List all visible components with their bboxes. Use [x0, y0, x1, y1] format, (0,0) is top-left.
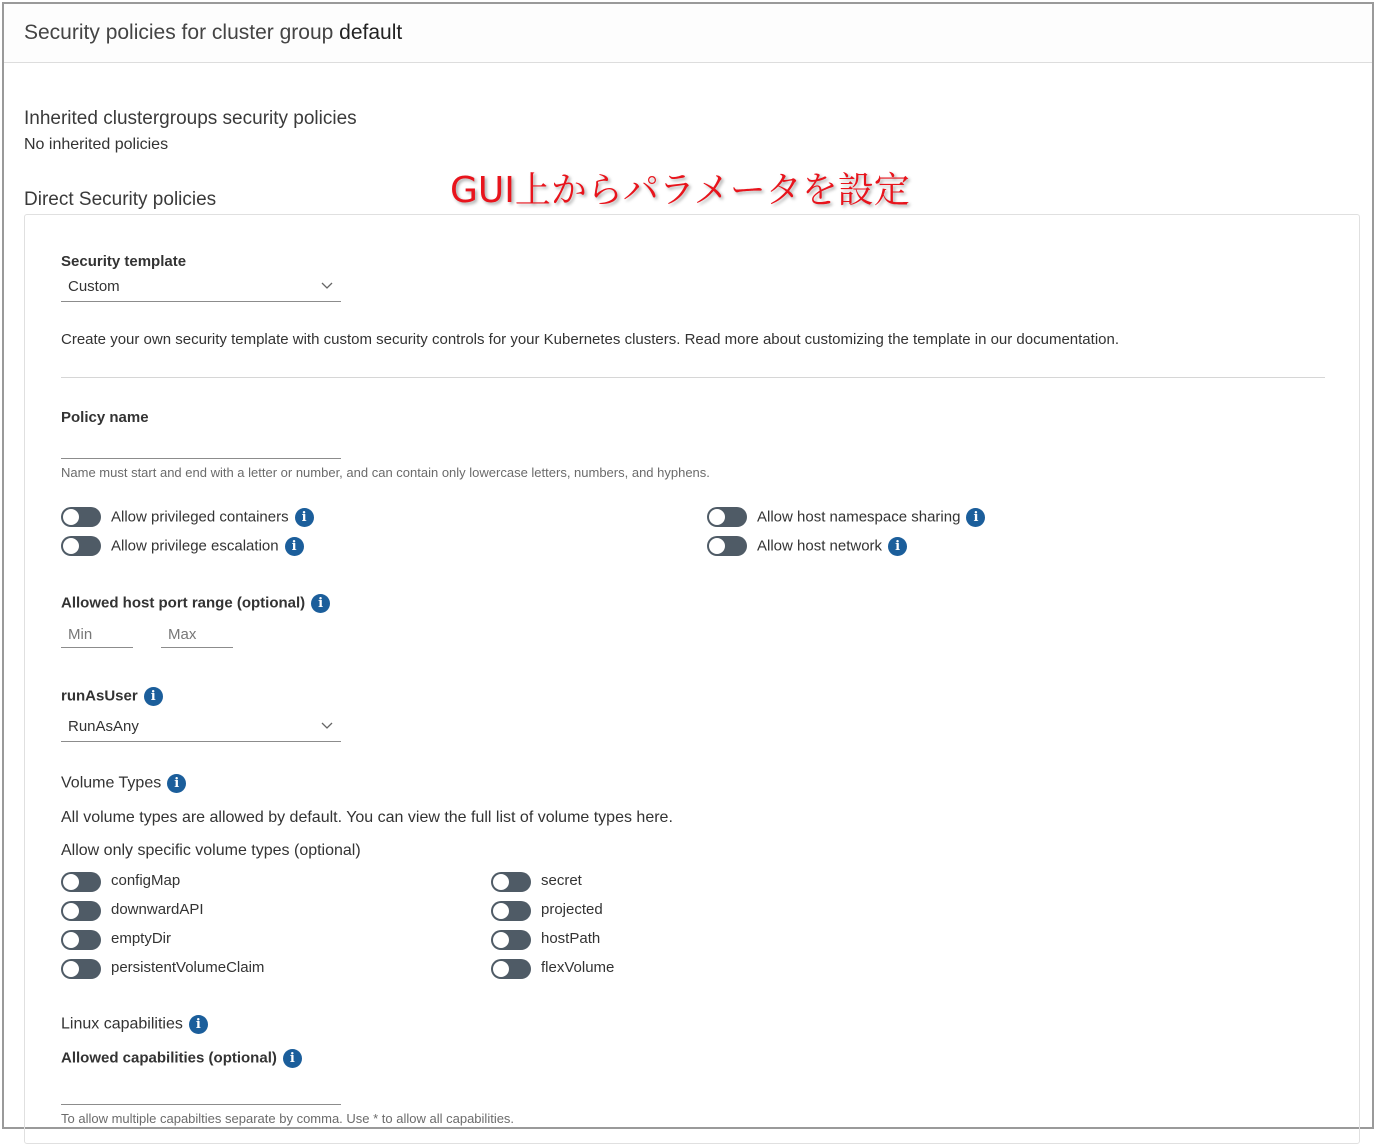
capabilities-hint: To allow multiple capabilties separate by comma. Use * to allow all capabilities. — [61, 1111, 515, 1126]
policy-name-input[interactable] — [61, 433, 341, 459]
policy-name-label: Policy name — [61, 409, 149, 426]
toggle-privilege-escalation[interactable] — [61, 536, 101, 556]
run-as-user-value: RunAsAny — [68, 718, 139, 735]
direct-policies-card — [24, 214, 1360, 1144]
info-icon[interactable]: i — [189, 1015, 208, 1034]
volume-type-label: secret — [541, 872, 582, 889]
info-icon[interactable]: i — [888, 537, 907, 556]
run-as-user-select[interactable] — [61, 716, 341, 742]
host-network-label: Allow host network i — [757, 537, 907, 556]
chevron-down-icon — [321, 719, 333, 731]
volume-type-label: configMap — [111, 872, 181, 889]
toggle-host-network[interactable] — [707, 536, 747, 556]
inherited-section-title: Inherited clustergroups security policies — [24, 108, 357, 129]
info-icon[interactable]: i — [285, 537, 304, 556]
security-template-select[interactable] — [61, 276, 341, 302]
panel-header — [4, 4, 1372, 63]
port-max-placeholder: Max — [168, 626, 197, 643]
security-template-label: Security template — [61, 253, 187, 270]
port-min-placeholder: Min — [68, 626, 93, 643]
toggle-volume-right-1[interactable] — [491, 901, 531, 921]
direct-section-title: Direct Security policies — [24, 189, 217, 210]
page-title: Security policies for cluster group default — [24, 21, 403, 44]
toggle-volume-right-2[interactable] — [491, 930, 531, 950]
cluster-group-name: default — [339, 21, 403, 44]
info-icon[interactable]: i — [144, 687, 163, 706]
volume-types-subtitle: Allow only specific volume types (optional) — [61, 842, 361, 859]
volume-type-label: emptyDir — [111, 930, 172, 947]
toggle-volume-right-0[interactable] — [491, 872, 531, 892]
toggle-volume-left-2[interactable] — [61, 930, 101, 950]
security-policies-panel — [2, 2, 1374, 1129]
toggle-volume-right-3[interactable] — [491, 959, 531, 979]
toggle-volume-left-1[interactable] — [61, 901, 101, 921]
volume-type-label: projected — [541, 901, 603, 918]
template-description: Create your own security template with custom security controls for your Kubernetes clusters. Read more about customizing the template in our documentation. — [61, 331, 1119, 348]
allowed-capabilities-label: Allowed capabilities (optional) i — [61, 1049, 302, 1068]
info-icon[interactable]: i — [283, 1049, 302, 1068]
security-template-value: Custom — [68, 278, 120, 295]
privileged-containers-label: Allow privileged containers i — [111, 508, 314, 527]
annotation-callout: GUI上からパラメータを設定 — [450, 170, 910, 211]
volume-type-label: persistentVolumeClaim — [111, 959, 265, 976]
port-min-input[interactable] — [61, 622, 133, 648]
port-max-input[interactable] — [161, 622, 233, 648]
policy-name-hint: Name must start and end with a letter or number, and can contain only lowercase letters, numbers, and hyphens. — [61, 465, 710, 480]
host-port-range-label: Allowed host port range (optional) i — [61, 594, 330, 613]
host-namespace-sharing-label: Allow host namespace sharing i — [757, 508, 985, 527]
info-icon[interactable]: i — [295, 508, 314, 527]
toggle-volume-left-3[interactable] — [61, 959, 101, 979]
volume-type-label: flexVolume — [541, 959, 615, 976]
inherited-policies-text: No inherited policies — [24, 136, 169, 153]
volume-types-text: All volume types are allowed by default. You can view the full list of volume types here. — [61, 809, 673, 826]
volume-type-label: downwardAPI — [111, 901, 204, 918]
linux-capabilities-title: Linux capabilities i — [61, 1015, 208, 1034]
run-as-user-label: runAsUser i — [61, 687, 163, 706]
volume-types-title: Volume Types i — [61, 774, 186, 793]
info-icon[interactable]: i — [167, 774, 186, 793]
toggle-privileged-containers[interactable] — [61, 507, 101, 527]
section-divider — [61, 377, 1325, 378]
allowed-capabilities-input[interactable] — [61, 1079, 341, 1105]
info-icon[interactable]: i — [311, 594, 330, 613]
volume-type-label: hostPath — [541, 930, 601, 947]
privilege-escalation-label: Allow privilege escalation i — [111, 537, 304, 556]
toggle-volume-left-0[interactable] — [61, 872, 101, 892]
chevron-down-icon — [321, 279, 333, 291]
toggle-host-namespace-sharing[interactable] — [707, 507, 747, 527]
info-icon[interactable]: i — [966, 508, 985, 527]
